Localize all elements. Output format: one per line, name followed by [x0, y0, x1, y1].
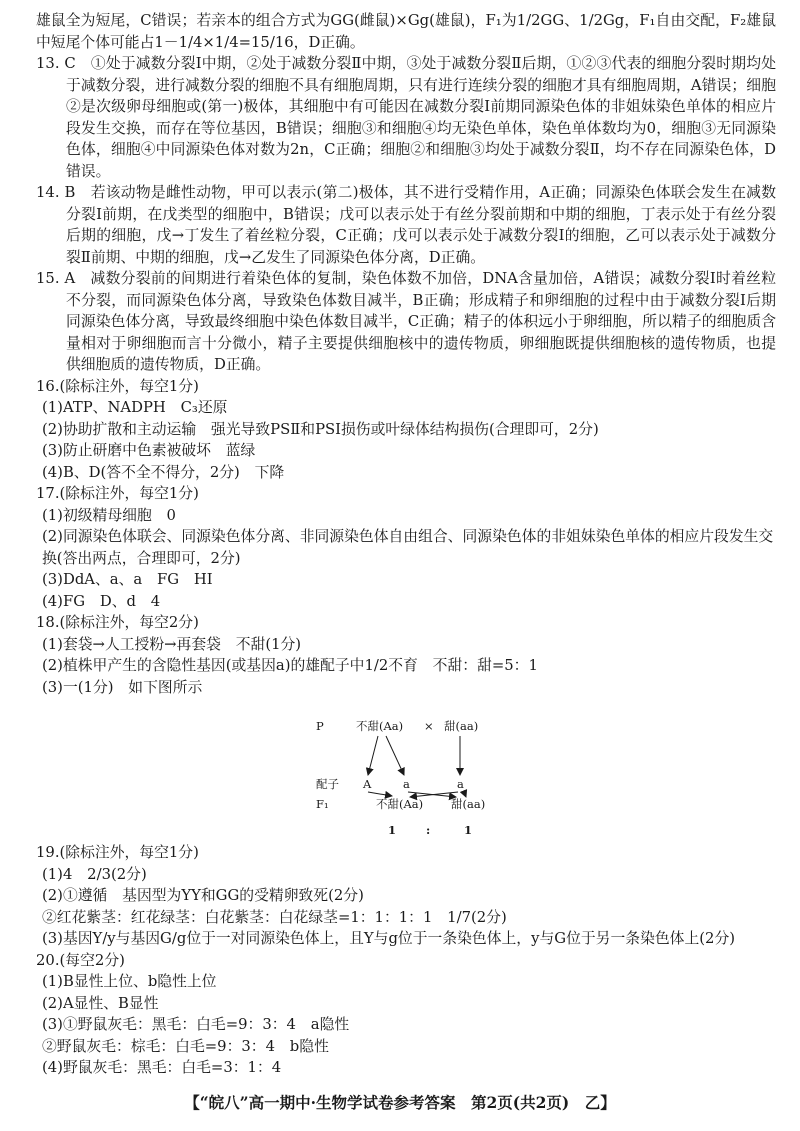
q16-line-1: (1)ATP、NADPH C₃还原 — [42, 399, 228, 416]
gamete-a-parent1: a — [403, 777, 410, 791]
q17-line-3: (3)DdA、a、a FG HI — [42, 571, 213, 588]
ratio-colon: : — [426, 823, 431, 837]
q17-header: 17.(除标注外，每空1分) — [36, 485, 199, 502]
f1-generation-label: F₁ — [316, 797, 329, 811]
q18-line-3: (3)一(1分) 如下图所示 — [42, 678, 203, 696]
gamete-label: 配子 — [316, 777, 339, 791]
q15-answer: 15. A 减数分裂前的间期进行着染色体的复制，染色体数不加倍，DNA含量加倍，A错误；减数分裂Ⅰ时着丝粒不分裂，而同源染色体分离，导致染色体数目减半，B正确；形成精子和卵细胞的过程中由于减数分裂Ⅰ后期同源染色体分离，导致最终细胞中染色体数目减半，C正确；精子的体积远小于卵细胞，所以精子的细胞质含量相对于卵细胞而言十分微小，精子主要提供细胞核中的遗传物质，卵细胞既提供细胞核的遗传物质，也提供细胞质的遗传物质，D正确。 — [36, 270, 776, 373]
q12-continuation: 雄鼠全为短尾，C错误；若亲本的组合方式为GG(雌鼠)×Gg(雄鼠)，F₁为1/2GG、1/2Gg，F₁自由交配，F₂雄鼠中短尾个体可能占1－1/4×1/4=15/16，D正确。 — [36, 12, 776, 51]
cross-diagram-svg — [36, 700, 776, 840]
q18-answer — [36, 612, 776, 698]
q16-line-4: (4)B、D(答不全不得分，2分) 下降 — [42, 463, 285, 481]
q19-line-1: (1)4 2/3(2分) — [42, 865, 147, 883]
gamete-a-parent2: a — [457, 777, 464, 791]
q19-line-3: ②红花紫茎：红花绿茎：白花紫茎：白花绿茎=1：1：1：1 1/7(2分) — [42, 908, 507, 926]
q18-line-2: (2)植株甲产生的含隐性基因(或基因a)的雄配子中1/2不育 不甜：甜=5：1 — [42, 657, 538, 674]
q13-answer: 13. C ①处于减数分裂Ⅰ中期，②处于减数分裂Ⅱ中期，③处于减数分裂Ⅱ后期，①②③代表的细胞分裂时期均处于减数分裂，进行减数分裂的细胞不具有细胞周期，只有进行连续分裂的细胞才具有细胞周期，A错误；细胞②是次级卵母细胞或(第一)极体，其细胞中有可能因在减数分裂Ⅰ前期同源染色体的非姐妹染色单体的相应片段发生交换，而存在等位基因，B错误；细胞③和细胞④均无染色单体，染色单体数均为0，细胞③无同源染色体，细胞④中同源染色体对数为2n，C正确；细胞②和细胞③均处于减数分裂Ⅱ，均不存在同源染色体，D错误。 — [36, 55, 776, 180]
arrow-parent1-to-A — [368, 736, 378, 775]
answer-content — [36, 10, 776, 1079]
q16-line-3: (3)防止研磨中色素被破坏 蓝绿 — [42, 442, 256, 459]
ratio-right: 1 — [464, 823, 473, 837]
page-footer — [0, 1091, 800, 1113]
q18-line-1: (1)套袋→人工授粉→再套袋 不甜(1分) — [42, 635, 302, 653]
arrow-A-to-offspring1 — [368, 792, 392, 796]
parent-aa-sweet: 甜(aa) — [444, 719, 479, 733]
ratio-left: 1 — [388, 823, 397, 837]
q20-line-2: (2)A显性、B显性 — [42, 994, 159, 1012]
q19-header: 19.(除标注外，每空1分) — [36, 844, 199, 861]
q14-answer: 14. B 若该动物是雌性动物，甲可以表示(第二)极体，其不进行受精作用，A正确；同源染色体联会发生在减数分裂Ⅰ前期，在戊类型的细胞中，B错误；戊可以表示处于有丝分裂前期和中期的细胞，丁表示处于有丝分裂后期的细胞，戊→丁发生了着丝粒分裂，C正确；戊可以表示处于减数分裂Ⅰ的细胞，乙可以表示处于减数分裂Ⅱ前期、中期的细胞，戊→乙发生了同源染色体分离，D正确。 — [36, 184, 776, 266]
q20-header: 20.(每空2分) — [36, 951, 125, 969]
cross-symbol: × — [424, 719, 434, 733]
f1-offspring-sweet: 甜(aa) — [451, 797, 486, 811]
footer-text: 【“皖八”高一期中·生物学试卷参考答案 第2页(共2页) 乙】 — [184, 1093, 616, 1112]
f1-offspring-nonsweet: 不甜(Aa) — [376, 797, 424, 811]
q18-header: 18.(除标注外，每空2分) — [36, 614, 199, 631]
q20-line-4: ②野鼠灰毛：棕毛：白毛=9：3：4 b隐性 — [42, 1037, 329, 1055]
q19-line-2: (2)①遵循 基因型为YY和GG的受精卵致死(2分) — [42, 887, 364, 904]
q20-line-3: (3)①野鼠灰毛：黑毛：白毛=9：3：4 a隐性 — [42, 1016, 350, 1033]
q20-line-1: (1)B显性上位、b隐性上位 — [42, 973, 217, 990]
q20-answer — [36, 950, 776, 1079]
q19-line-4: (3)基因Y/y与基因G/g位于一对同源染色体上，且Y与g位于一条染色体上，y与G位于另一条染色体上(2分) — [42, 930, 736, 947]
p-generation-label: P — [316, 719, 324, 733]
genetic-cross-diagram — [36, 700, 776, 840]
q16-line-2: (2)协助扩散和主动运输 强光导致PSⅡ和PSⅠ损伤或叶绿体结构损伤(合理即可，2分) — [42, 420, 599, 438]
arrow-parent1-to-a — [386, 736, 404, 775]
q20-line-5: (4)野鼠灰毛：黑毛：白毛=3：1：4 — [42, 1059, 282, 1076]
q19-answer — [36, 842, 776, 950]
q17-line-1: (1)初级精母细胞 0 — [42, 506, 176, 524]
q17-line-2: (2)同源染色体联会、同源染色体分离、非同源染色体自由组合、同源染色体的非姐妹染色单体的相应片段发生交换(答出两点，合理即可，2分) — [42, 528, 774, 567]
q16-answer — [36, 376, 776, 484]
q17-answer — [36, 483, 776, 612]
q16-header: 16.(除标注外，每空1分) — [36, 377, 199, 395]
gamete-A: A — [363, 777, 372, 791]
q17-line-4: (4)FG D、d 4 — [42, 592, 161, 610]
parent-aa-nonsweet: 不甜(Aa) — [356, 719, 404, 733]
